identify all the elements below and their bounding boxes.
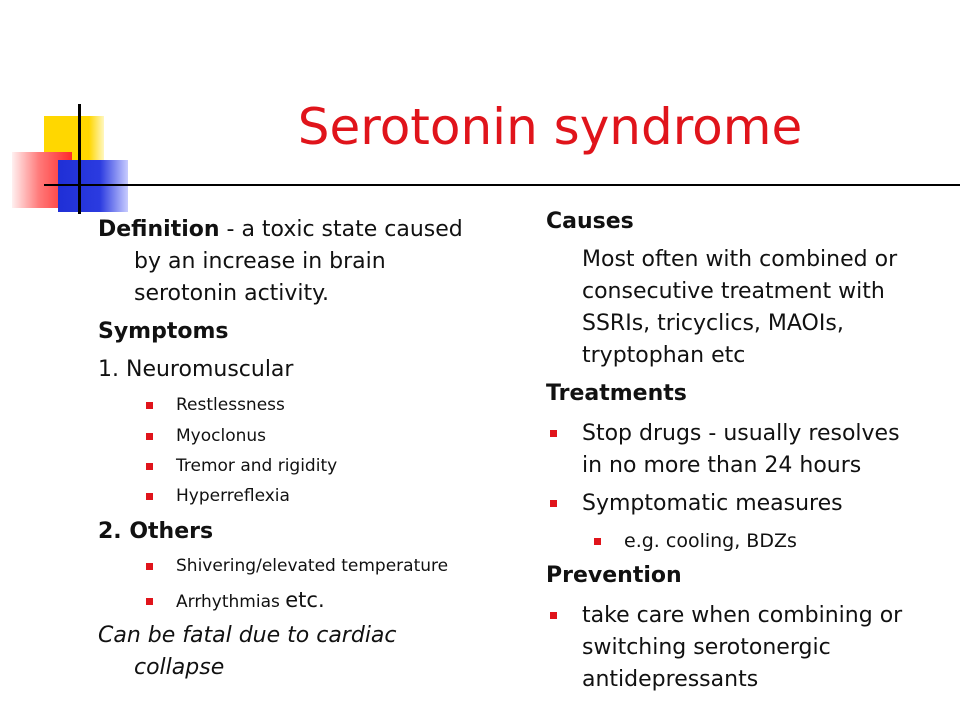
prevention-line: take care when combining or (582, 603, 903, 628)
causes-line: Most often with combined or (582, 247, 898, 272)
logo-vertical-line (78, 104, 81, 214)
others-item-2-text: Arrhythmias (176, 592, 286, 612)
bullet-icon (550, 612, 557, 619)
others-item (176, 585, 325, 617)
logo-blue-square (58, 160, 128, 212)
treatment-1-line: Stop drugs - usually resolves (582, 421, 900, 446)
causes-line: SSRIs, tricyclics, MAOIs, (582, 311, 844, 336)
bullet-icon (146, 433, 153, 440)
definition-text-1: - a toxic state caused (219, 217, 463, 242)
bullet-icon (594, 538, 601, 545)
others-item-2-etc: etc. (285, 588, 325, 612)
definition-line-1 (98, 214, 518, 246)
treatment-2-sub: e.g. cooling, BDZs (624, 530, 797, 552)
definition-line-2: by an increase in brain (134, 249, 386, 274)
fatal-line-2: collapse (134, 655, 225, 680)
causes-line: tryptophan etc (582, 343, 746, 368)
treatment-1-line: in no more than 24 hours (582, 453, 862, 478)
neuromuscular-item: Tremor and rigidity (176, 456, 338, 476)
bullet-icon (146, 563, 153, 570)
causes-line: consecutive treatment with (582, 279, 885, 304)
slide-title: Serotonin syndrome (297, 98, 803, 156)
bullet-icon (146, 493, 153, 500)
bullet-icon (146, 598, 153, 605)
bullet-icon (550, 430, 557, 437)
symptoms-heading: Symptoms (98, 319, 229, 344)
prevention-line: switching serotonergic (582, 635, 831, 660)
bullet-icon (550, 500, 557, 507)
bullet-icon (146, 402, 153, 409)
others-item: Shivering/elevated temperature (176, 556, 449, 576)
prevention-heading: Prevention (546, 563, 682, 588)
others-heading: 2. Others (98, 519, 214, 544)
bullet-icon (146, 463, 153, 470)
treatment-2: Symptomatic measures (582, 491, 843, 516)
causes-heading: Causes (546, 209, 634, 234)
neuromuscular-heading: 1. Neuromuscular (98, 357, 294, 382)
prevention-line: antidepressants (582, 667, 759, 692)
treatments-heading: Treatments (546, 381, 687, 406)
neuromuscular-item: Hyperreflexia (176, 486, 290, 506)
definition-line-3: serotonin activity. (134, 281, 330, 306)
fatal-line-1: Can be fatal due to cardiac (98, 623, 397, 648)
neuromuscular-item: Restlessness (176, 395, 285, 415)
title-underline (44, 184, 960, 186)
definition-term: Definition (98, 217, 220, 242)
neuromuscular-item: Myoclonus (176, 426, 267, 446)
